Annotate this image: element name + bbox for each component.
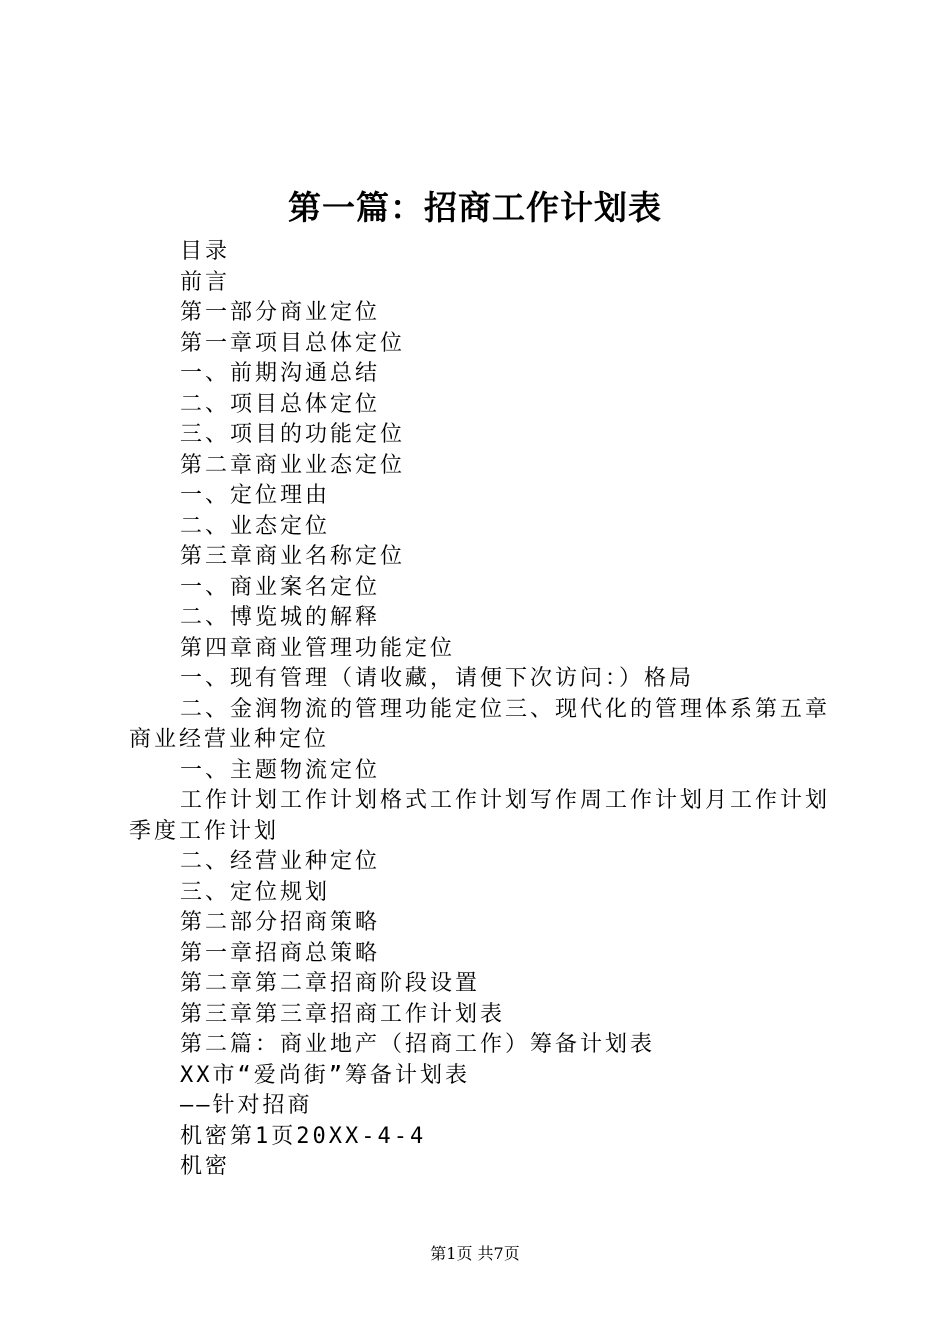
paragraph: 机密 <box>180 1154 231 1179</box>
paragraph: 第二篇：商业地产（招商工作）筹备计划表 <box>180 1032 656 1057</box>
paragraph: 工作计划工作计划格式工作计划写作周工作计划月工作计划季度工作计划 <box>129 788 831 844</box>
page-title: 第一篇：招商工作计划表 <box>288 188 662 227</box>
paragraph: 第三章商业名称定位 <box>180 544 406 569</box>
paragraph: 一、主题物流定位 <box>180 757 381 783</box>
paragraph: 二、金润物流的管理功能定位三、现代化的管理体系第五章商业经营业种定位 <box>129 696 831 752</box>
page-footer: 第1页 共7页 <box>430 1244 520 1263</box>
paragraph: 一、现有管理（请收藏，请便下次访问：）格局 <box>180 666 695 691</box>
paragraph: ——针对招商 <box>180 1093 313 1118</box>
paragraph: 目录 <box>180 239 231 264</box>
paragraph: 第一章招商总策略 <box>180 940 381 966</box>
paragraph: 三、定位规划 <box>180 879 331 905</box>
paragraph: 机密第1页20XX-4-4 <box>180 1123 427 1149</box>
paragraph: 一、前期沟通总结 <box>180 361 381 386</box>
paragraph: 三、项目的功能定位 <box>180 422 406 447</box>
document-body <box>129 237 833 1183</box>
paragraph: 第一章项目总体定位 <box>180 330 406 356</box>
paragraph: 二、经营业种定位 <box>180 849 381 874</box>
paragraph: 前言 <box>180 269 231 295</box>
paragraph: XX市“爱尚街”筹备计划表 <box>180 1062 470 1088</box>
paragraph: 二、博览城的解释 <box>180 605 381 630</box>
paragraph: 一、定位理由 <box>180 483 331 508</box>
paragraph: 第二章商业业态定位 <box>180 452 406 478</box>
paragraph: 第二章第二章招商阶段设置 <box>180 971 481 996</box>
paragraph: 二、项目总体定位 <box>180 391 381 417</box>
paragraph: 第二部分招商策略 <box>180 910 381 935</box>
paragraph: 第四章商业管理功能定位 <box>180 635 456 661</box>
paragraph: 第一部分商业定位 <box>180 300 381 325</box>
paragraph: 二、业态定位 <box>180 513 331 539</box>
paragraph: 第三章第三章招商工作计划表 <box>180 1001 506 1027</box>
paragraph: 一、商业案名定位 <box>180 574 381 600</box>
